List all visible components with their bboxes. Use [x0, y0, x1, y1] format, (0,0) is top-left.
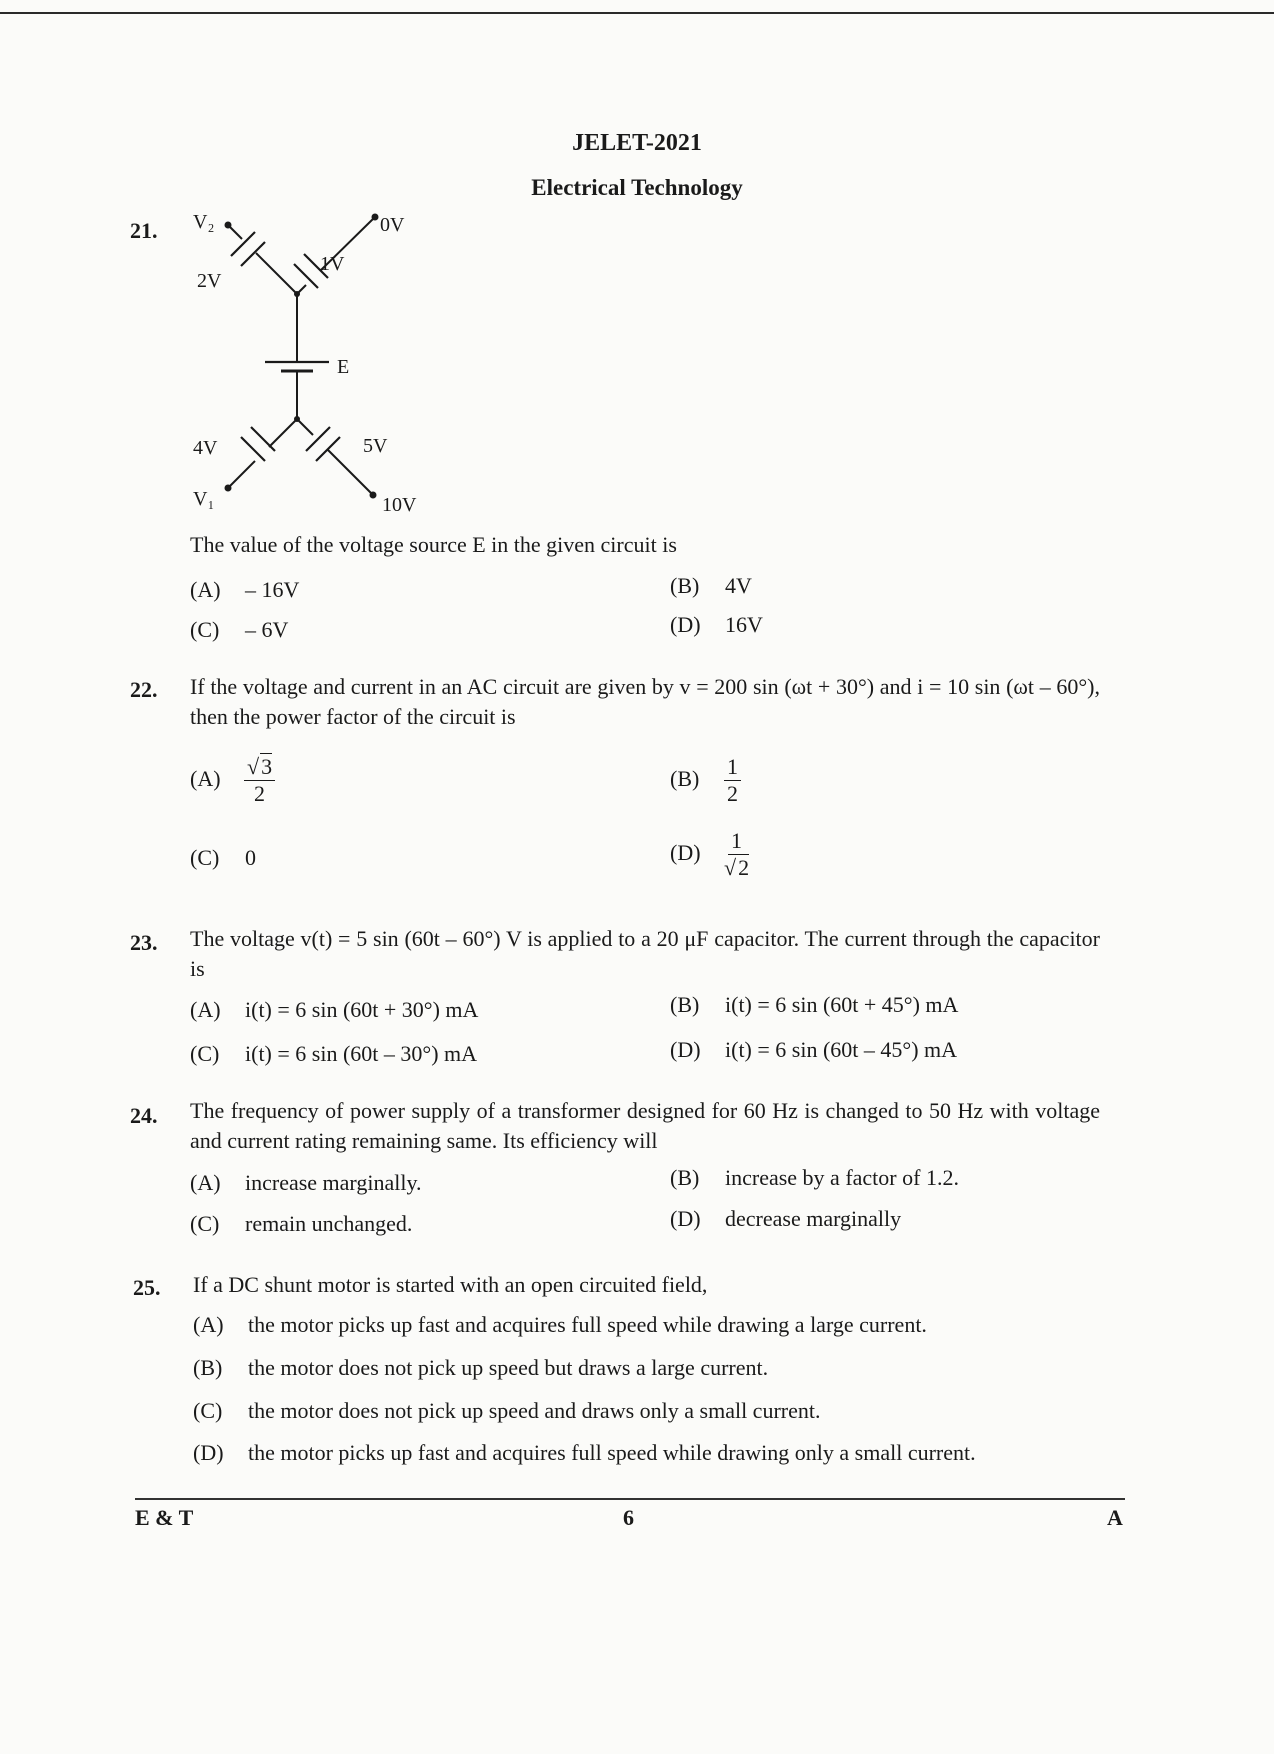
question-text: If a DC shunt motor is started with an open circuited field, [193, 1272, 708, 1297]
question-number: 24. [130, 1103, 158, 1128]
label-cap-5v: 5V [363, 435, 388, 457]
option-label: (D) [670, 839, 701, 865]
option-text: – 6V [245, 617, 289, 642]
top-border [0, 12, 1274, 14]
question-text: The frequency of power supply of a transformer designed for 60 Hz is changed to 50 Hz with voltage and current rating remaining same. Its efficiency will [190, 1098, 1100, 1153]
option-label: (C) [190, 1041, 220, 1066]
option-b[interactable] [670, 754, 741, 807]
option-text: increase by a factor of 1.2. [725, 1165, 959, 1190]
option-text: remain unchanged. [245, 1211, 413, 1236]
option-text: i(t) = 6 sin (60t – 45°) mA [725, 1037, 958, 1062]
footer-subject-code: E & T [135, 1505, 194, 1530]
option-a[interactable] [190, 577, 299, 603]
set-code: A [1107, 1505, 1123, 1530]
option-text: the motor picks up fast and acquires full speed while drawing only a small current. [248, 1440, 976, 1465]
option-d[interactable] [670, 612, 763, 638]
option-label: (A) [190, 997, 221, 1022]
subject-title: Electrical Technology [531, 175, 743, 200]
option-d[interactable] [670, 1037, 957, 1063]
option-text: 4V [725, 573, 752, 598]
option-label: (B) [670, 1165, 700, 1190]
option-label: (C) [193, 1398, 223, 1423]
radicand: 3 [261, 754, 273, 779]
question-number: 21. [130, 218, 158, 243]
option-text: 0 [245, 845, 256, 870]
fraction-numerator: 1 [724, 754, 741, 781]
fraction-denominator: 2 [727, 781, 738, 806]
option-a[interactable] [193, 1312, 927, 1338]
option-label: (D) [193, 1440, 224, 1465]
option-text: increase marginally. [245, 1170, 422, 1195]
fraction [724, 754, 741, 807]
fraction [244, 754, 275, 807]
question-text: The value of the voltage source E in the given circuit is [190, 532, 677, 557]
fraction-denominator: 2 [254, 781, 266, 806]
option-b[interactable] [193, 1355, 768, 1381]
option-c[interactable] [190, 1211, 412, 1237]
option-a[interactable] [190, 754, 275, 807]
question-text: If the voltage and current in an AC circuit are given by v = 200 sin (ωt + 30°) and i = 10 sin (ωt – 60°), then the power factor of the circuit is [190, 674, 1100, 729]
radicand: 2 [738, 855, 750, 880]
option-label: (D) [670, 612, 701, 637]
option-text: the motor picks up fast and acquires full speed while drawing a large current. [248, 1312, 927, 1337]
option-label: (A) [193, 1312, 224, 1337]
option-text: i(t) = 6 sin (60t – 30°) mA [245, 1041, 478, 1066]
option-d[interactable] [670, 828, 749, 881]
question-number: 23. [130, 930, 158, 955]
option-text: i(t) = 6 sin (60t + 45°) mA [725, 992, 959, 1017]
label-source-e: E [337, 356, 350, 378]
option-label: (C) [190, 1211, 220, 1236]
footer-divider [135, 1498, 1125, 1500]
label-0v: 0V [380, 214, 405, 236]
option-label: (B) [193, 1355, 223, 1380]
option-d[interactable] [193, 1440, 976, 1466]
label-v1: V₁ [193, 488, 215, 510]
page-number: 6 [623, 1505, 634, 1530]
label-cap-1v: 1V [320, 253, 345, 275]
label-cap-2v: 2V [197, 270, 222, 292]
exam-title: JELET-2021 [572, 130, 702, 156]
option-b[interactable] [670, 992, 958, 1018]
option-label: (A) [190, 1170, 221, 1195]
option-label: (C) [190, 845, 220, 870]
question-number: 25. [133, 1275, 161, 1300]
option-a[interactable] [190, 1170, 422, 1196]
option-text: – 16V [245, 577, 300, 602]
option-text: decrease marginally [725, 1206, 902, 1231]
option-label: (A) [190, 765, 221, 791]
question-number: 22. [130, 677, 158, 702]
option-label: (B) [670, 573, 700, 598]
option-label: (A) [190, 577, 221, 602]
option-c[interactable] [193, 1398, 820, 1424]
option-text: the motor does not pick up speed and draws only a small current. [248, 1398, 821, 1423]
option-b[interactable] [670, 573, 752, 599]
option-c[interactable] [190, 1041, 477, 1067]
option-label: (B) [670, 992, 700, 1017]
fraction [724, 828, 749, 881]
option-d[interactable] [670, 1206, 901, 1232]
option-label: (D) [670, 1206, 701, 1231]
option-text: 16V [725, 612, 763, 637]
option-text: i(t) = 6 sin (60t + 30°) mA [245, 997, 479, 1022]
question-text: The voltage v(t) = 5 sin (60t – 60°) V is applied to a 20 μF capacitor. The current through the capacitor is [190, 926, 1100, 981]
label-v2: V₂ [193, 211, 215, 233]
option-c[interactable] [190, 617, 288, 643]
fraction-numerator: 1 [728, 828, 745, 855]
option-b[interactable] [670, 1165, 959, 1191]
circuit-diagram [185, 205, 445, 525]
option-c[interactable] [190, 845, 256, 871]
fraction-numerator: √3 [244, 754, 275, 781]
fraction-denominator: √2 [724, 855, 750, 880]
option-a[interactable] [190, 997, 478, 1023]
label-10v: 10V [382, 494, 417, 516]
option-label: (C) [190, 617, 220, 642]
option-label: (B) [670, 765, 700, 791]
option-label: (D) [670, 1037, 701, 1062]
label-cap-4v: 4V [193, 437, 218, 459]
option-text: the motor does not pick up speed but draws a large current. [248, 1355, 769, 1380]
